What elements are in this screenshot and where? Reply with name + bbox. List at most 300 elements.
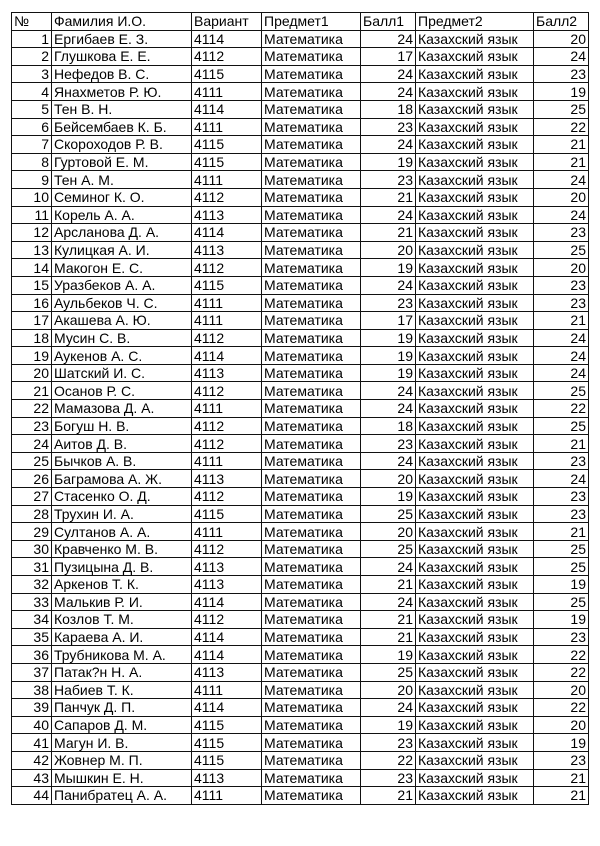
- header-number: №: [12, 13, 52, 31]
- student-name: Уразбеков А. А.: [52, 276, 192, 294]
- variant-cell: 4113: [192, 558, 262, 576]
- score2-cell: 20: [534, 681, 589, 699]
- variant-cell: 4114: [192, 628, 262, 646]
- student-name: Скороходов Р. В.: [52, 136, 192, 154]
- student-name: Набиев Т. К.: [52, 681, 192, 699]
- row-number: 36: [12, 646, 52, 664]
- table-row: [12, 576, 589, 594]
- variant-cell: 4112: [192, 488, 262, 506]
- subject1-cell: Математика: [262, 329, 361, 347]
- subject2-cell: Казахский язык: [416, 576, 534, 594]
- table-row: [12, 364, 589, 382]
- subject2-cell: Казахский язык: [416, 347, 534, 365]
- student-name: Семиног К. О.: [52, 188, 192, 206]
- row-number: 35: [12, 628, 52, 646]
- student-name: Янахметов Р. Ю.: [52, 83, 192, 101]
- table-row: [12, 65, 589, 83]
- row-number: 39: [12, 699, 52, 717]
- student-name: Аркенов Т. К.: [52, 576, 192, 594]
- row-number: 22: [12, 400, 52, 418]
- row-number: 23: [12, 417, 52, 435]
- subject1-cell: Математика: [262, 488, 361, 506]
- score2-cell: 25: [534, 241, 589, 259]
- table-row: [12, 505, 589, 523]
- subject1-cell: Математика: [262, 751, 361, 769]
- score2-cell: 24: [534, 347, 589, 365]
- subject1-cell: Математика: [262, 400, 361, 418]
- score2-cell: 22: [534, 663, 589, 681]
- score1-cell: 23: [361, 171, 416, 189]
- subject2-cell: Казахский язык: [416, 435, 534, 453]
- score1-cell: 24: [361, 30, 416, 48]
- score1-cell: 23: [361, 435, 416, 453]
- student-name: Мышкин Е. Н.: [52, 769, 192, 787]
- variant-cell: 4111: [192, 83, 262, 101]
- table-row: [12, 751, 589, 769]
- student-name: Пузицына Д. В.: [52, 558, 192, 576]
- subject2-cell: Казахский язык: [416, 329, 534, 347]
- subject1-cell: Математика: [262, 347, 361, 365]
- score1-cell: 18: [361, 417, 416, 435]
- variant-cell: 4115: [192, 153, 262, 171]
- score2-cell: 23: [534, 505, 589, 523]
- table-row: [12, 699, 589, 717]
- score1-cell: 21: [361, 224, 416, 242]
- subject1-cell: Математика: [262, 241, 361, 259]
- score1-cell: 23: [361, 118, 416, 136]
- score2-cell: 25: [534, 540, 589, 558]
- score1-cell: 24: [361, 83, 416, 101]
- score2-cell: 25: [534, 558, 589, 576]
- table-body: [12, 30, 589, 804]
- subject2-cell: Казахский язык: [416, 505, 534, 523]
- row-number: 17: [12, 312, 52, 330]
- student-name: Малькив Р. И.: [52, 593, 192, 611]
- score2-cell: 24: [534, 470, 589, 488]
- table-row: [12, 417, 589, 435]
- student-name: Сапаров Д. М.: [52, 716, 192, 734]
- score2-cell: 25: [534, 593, 589, 611]
- score1-cell: 17: [361, 312, 416, 330]
- row-number: 42: [12, 751, 52, 769]
- subject1-cell: Математика: [262, 470, 361, 488]
- variant-cell: 4114: [192, 224, 262, 242]
- subject2-cell: Казахский язык: [416, 611, 534, 629]
- student-name: Аульбеков Ч. С.: [52, 294, 192, 312]
- student-name: Арсланова Д. А.: [52, 224, 192, 242]
- score1-cell: 18: [361, 100, 416, 118]
- score1-cell: 24: [361, 206, 416, 224]
- subject1-cell: Математика: [262, 276, 361, 294]
- table-row: [12, 241, 589, 259]
- subject2-cell: Казахский язык: [416, 364, 534, 382]
- subject1-cell: Математика: [262, 699, 361, 717]
- variant-cell: 4111: [192, 294, 262, 312]
- subject2-cell: Казахский язык: [416, 30, 534, 48]
- table-row: [12, 329, 589, 347]
- subject1-cell: Математика: [262, 100, 361, 118]
- variant-cell: 4114: [192, 593, 262, 611]
- table-row: [12, 716, 589, 734]
- student-name: Козлов Т. М.: [52, 611, 192, 629]
- row-number: 26: [12, 470, 52, 488]
- row-number: 25: [12, 452, 52, 470]
- subject2-cell: Казахский язык: [416, 628, 534, 646]
- score2-cell: 23: [534, 628, 589, 646]
- row-number: 43: [12, 769, 52, 787]
- row-number: 14: [12, 259, 52, 277]
- score2-cell: 21: [534, 769, 589, 787]
- subject2-cell: Казахский язык: [416, 294, 534, 312]
- score2-cell: 22: [534, 400, 589, 418]
- subject1-cell: Математика: [262, 30, 361, 48]
- score1-cell: 19: [361, 716, 416, 734]
- header-score2: Балл2: [534, 13, 589, 31]
- table-row: [12, 312, 589, 330]
- variant-cell: 4111: [192, 400, 262, 418]
- student-name: Трухин И. А.: [52, 505, 192, 523]
- score1-cell: 24: [361, 400, 416, 418]
- subject2-cell: Казахский язык: [416, 646, 534, 664]
- variant-cell: 4115: [192, 65, 262, 83]
- subject2-cell: Казахский язык: [416, 241, 534, 259]
- score2-cell: 24: [534, 48, 589, 66]
- student-name: Шатский И. С.: [52, 364, 192, 382]
- subject1-cell: Математика: [262, 118, 361, 136]
- score1-cell: 17: [361, 48, 416, 66]
- row-number: 7: [12, 136, 52, 154]
- score2-cell: 21: [534, 136, 589, 154]
- variant-cell: 4115: [192, 136, 262, 154]
- table-row: [12, 83, 589, 101]
- table-row: [12, 540, 589, 558]
- student-name: Мамазова Д. А.: [52, 400, 192, 418]
- score2-cell: 21: [534, 153, 589, 171]
- subject1-cell: Математика: [262, 681, 361, 699]
- score1-cell: 25: [361, 540, 416, 558]
- score2-cell: 20: [534, 716, 589, 734]
- row-number: 13: [12, 241, 52, 259]
- score2-cell: 20: [534, 188, 589, 206]
- student-name: Ергибаев Е. З.: [52, 30, 192, 48]
- score2-cell: 25: [534, 382, 589, 400]
- table-row: [12, 470, 589, 488]
- table-row: [12, 48, 589, 66]
- table-row: [12, 100, 589, 118]
- score1-cell: 21: [361, 787, 416, 805]
- table-row: [12, 611, 589, 629]
- subject2-cell: Казахский язык: [416, 558, 534, 576]
- subject2-cell: Казахский язык: [416, 523, 534, 541]
- student-name: Бейсембаев К. Б.: [52, 118, 192, 136]
- score1-cell: 21: [361, 188, 416, 206]
- score1-cell: 19: [361, 347, 416, 365]
- table-row: [12, 30, 589, 48]
- table-row: [12, 593, 589, 611]
- score1-cell: 25: [361, 505, 416, 523]
- subject2-cell: Казахский язык: [416, 769, 534, 787]
- subject2-cell: Казахский язык: [416, 188, 534, 206]
- student-name: Осанов Р. С.: [52, 382, 192, 400]
- student-name: Акашева А. Ю.: [52, 312, 192, 330]
- subject1-cell: Математика: [262, 452, 361, 470]
- student-name: Жовнер М. П.: [52, 751, 192, 769]
- row-number: 15: [12, 276, 52, 294]
- score2-cell: 23: [534, 276, 589, 294]
- subject2-cell: Казахский язык: [416, 312, 534, 330]
- score1-cell: 24: [361, 558, 416, 576]
- subject1-cell: Математика: [262, 206, 361, 224]
- subject2-cell: Казахский язык: [416, 83, 534, 101]
- row-number: 41: [12, 734, 52, 752]
- score2-cell: 23: [534, 452, 589, 470]
- score1-cell: 23: [361, 734, 416, 752]
- row-number: 33: [12, 593, 52, 611]
- student-name: Караева А. И.: [52, 628, 192, 646]
- score2-cell: 20: [534, 259, 589, 277]
- subject1-cell: Математика: [262, 364, 361, 382]
- subject2-cell: Казахский язык: [416, 65, 534, 83]
- score1-cell: 19: [361, 259, 416, 277]
- subject1-cell: Математика: [262, 136, 361, 154]
- variant-cell: 4114: [192, 30, 262, 48]
- header-variant: Вариант: [192, 13, 262, 31]
- table-row: [12, 400, 589, 418]
- student-name: Султанов А. А.: [52, 523, 192, 541]
- student-name: Патак?н Н. А.: [52, 663, 192, 681]
- score2-cell: 24: [534, 206, 589, 224]
- student-name: Нефедов В. С.: [52, 65, 192, 83]
- score1-cell: 20: [361, 523, 416, 541]
- variant-cell: 4112: [192, 188, 262, 206]
- subject2-cell: Казахский язык: [416, 751, 534, 769]
- score1-cell: 19: [361, 153, 416, 171]
- row-number: 12: [12, 224, 52, 242]
- table-row: [12, 681, 589, 699]
- score1-cell: 24: [361, 136, 416, 154]
- row-number: 32: [12, 576, 52, 594]
- table-row: [12, 347, 589, 365]
- row-number: 31: [12, 558, 52, 576]
- score2-cell: 19: [534, 83, 589, 101]
- score2-cell: 23: [534, 751, 589, 769]
- subject2-cell: Казахский язык: [416, 224, 534, 242]
- header-name: Фамилия И.О.: [52, 13, 192, 31]
- variant-cell: 4115: [192, 276, 262, 294]
- subject2-cell: Казахский язык: [416, 171, 534, 189]
- score1-cell: 21: [361, 628, 416, 646]
- variant-cell: 4112: [192, 417, 262, 435]
- score1-cell: 19: [361, 364, 416, 382]
- variant-cell: 4113: [192, 470, 262, 488]
- score2-cell: 21: [534, 435, 589, 453]
- student-name: Тен В. Н.: [52, 100, 192, 118]
- variant-cell: 4111: [192, 787, 262, 805]
- subject1-cell: Математика: [262, 224, 361, 242]
- variant-cell: 4115: [192, 734, 262, 752]
- subject2-cell: Казахский язык: [416, 787, 534, 805]
- row-number: 11: [12, 206, 52, 224]
- row-number: 21: [12, 382, 52, 400]
- score2-cell: 25: [534, 417, 589, 435]
- variant-cell: 4112: [192, 382, 262, 400]
- subject1-cell: Математика: [262, 259, 361, 277]
- score2-cell: 24: [534, 329, 589, 347]
- subject2-cell: Казахский язык: [416, 593, 534, 611]
- row-number: 1: [12, 30, 52, 48]
- row-number: 28: [12, 505, 52, 523]
- score2-cell: 23: [534, 224, 589, 242]
- subject2-cell: Казахский язык: [416, 153, 534, 171]
- table-row: [12, 206, 589, 224]
- score1-cell: 24: [361, 65, 416, 83]
- subject2-cell: Казахский язык: [416, 118, 534, 136]
- variant-cell: 4114: [192, 699, 262, 717]
- subject1-cell: Математика: [262, 171, 361, 189]
- score1-cell: 23: [361, 294, 416, 312]
- row-number: 4: [12, 83, 52, 101]
- subject2-cell: Казахский язык: [416, 100, 534, 118]
- subject1-cell: Математика: [262, 716, 361, 734]
- student-name: Аукенов А. С.: [52, 347, 192, 365]
- table-row: [12, 663, 589, 681]
- subject2-cell: Казахский язык: [416, 716, 534, 734]
- row-number: 9: [12, 171, 52, 189]
- subject1-cell: Математика: [262, 294, 361, 312]
- score1-cell: 24: [361, 699, 416, 717]
- table-row: [12, 769, 589, 787]
- score2-cell: 24: [534, 364, 589, 382]
- table-row: [12, 488, 589, 506]
- score1-cell: 20: [361, 241, 416, 259]
- score1-cell: 20: [361, 470, 416, 488]
- student-name: Мусин С. В.: [52, 329, 192, 347]
- student-name: Стасенко О. Д.: [52, 488, 192, 506]
- variant-cell: 4114: [192, 347, 262, 365]
- student-name: Бычков А. В.: [52, 452, 192, 470]
- variant-cell: 4113: [192, 576, 262, 594]
- score2-cell: 21: [534, 787, 589, 805]
- table-row: [12, 259, 589, 277]
- subject1-cell: Математика: [262, 611, 361, 629]
- row-number: 27: [12, 488, 52, 506]
- table-row: [12, 646, 589, 664]
- score1-cell: 19: [361, 646, 416, 664]
- score1-cell: 20: [361, 681, 416, 699]
- subject1-cell: Математика: [262, 593, 361, 611]
- subject2-cell: Казахский язык: [416, 681, 534, 699]
- variant-cell: 4112: [192, 611, 262, 629]
- subject1-cell: Математика: [262, 48, 361, 66]
- score1-cell: 24: [361, 382, 416, 400]
- subject1-cell: Математика: [262, 558, 361, 576]
- variant-cell: 4111: [192, 312, 262, 330]
- variant-cell: 4115: [192, 716, 262, 734]
- subject1-cell: Математика: [262, 540, 361, 558]
- subject2-cell: Казахский язык: [416, 734, 534, 752]
- score1-cell: 24: [361, 452, 416, 470]
- variant-cell: 4112: [192, 435, 262, 453]
- table-row: [12, 382, 589, 400]
- table-row: [12, 188, 589, 206]
- variant-cell: 4113: [192, 663, 262, 681]
- subject1-cell: Математика: [262, 505, 361, 523]
- subject1-cell: Математика: [262, 663, 361, 681]
- subject1-cell: Математика: [262, 769, 361, 787]
- subject1-cell: Математика: [262, 312, 361, 330]
- score2-cell: 19: [534, 576, 589, 594]
- row-number: 16: [12, 294, 52, 312]
- score1-cell: 19: [361, 488, 416, 506]
- student-name: Богуш Н. В.: [52, 417, 192, 435]
- student-name: Корель А. А.: [52, 206, 192, 224]
- variant-cell: 4113: [192, 364, 262, 382]
- variant-cell: 4112: [192, 48, 262, 66]
- row-number: 38: [12, 681, 52, 699]
- student-name: Баграмова А. Ж.: [52, 470, 192, 488]
- subject2-cell: Казахский язык: [416, 259, 534, 277]
- student-name: Магун И. В.: [52, 734, 192, 752]
- score2-cell: 24: [534, 171, 589, 189]
- score1-cell: 24: [361, 593, 416, 611]
- variant-cell: 4114: [192, 100, 262, 118]
- subject1-cell: Математика: [262, 576, 361, 594]
- row-number: 20: [12, 364, 52, 382]
- score1-cell: 19: [361, 329, 416, 347]
- student-name: Панчук Д. П.: [52, 699, 192, 717]
- row-number: 34: [12, 611, 52, 629]
- header-score1: Балл1: [361, 13, 416, 31]
- variant-cell: 4112: [192, 540, 262, 558]
- subject1-cell: Математика: [262, 382, 361, 400]
- table-row: [12, 224, 589, 242]
- subject1-cell: Математика: [262, 188, 361, 206]
- student-name: Гуртовой Е. М.: [52, 153, 192, 171]
- table-row: [12, 294, 589, 312]
- subject1-cell: Математика: [262, 153, 361, 171]
- score1-cell: 23: [361, 769, 416, 787]
- student-name: Панибратец А. А.: [52, 787, 192, 805]
- score2-cell: 22: [534, 646, 589, 664]
- table-row: [12, 153, 589, 171]
- row-number: 37: [12, 663, 52, 681]
- subject1-cell: Математика: [262, 65, 361, 83]
- subject1-cell: Математика: [262, 628, 361, 646]
- subject2-cell: Казахский язык: [416, 663, 534, 681]
- variant-cell: 4113: [192, 241, 262, 259]
- header-subject1: Предмет1: [262, 13, 361, 31]
- variant-cell: 4112: [192, 259, 262, 277]
- variant-cell: 4111: [192, 118, 262, 136]
- score2-cell: 25: [534, 100, 589, 118]
- row-number: 3: [12, 65, 52, 83]
- score1-cell: 24: [361, 276, 416, 294]
- score1-cell: 21: [361, 611, 416, 629]
- variant-cell: 4113: [192, 206, 262, 224]
- student-name: Кравченко М. В.: [52, 540, 192, 558]
- score2-cell: 22: [534, 118, 589, 136]
- table-row: [12, 136, 589, 154]
- table-row: [12, 171, 589, 189]
- variant-cell: 4112: [192, 329, 262, 347]
- subject1-cell: Математика: [262, 787, 361, 805]
- row-number: 29: [12, 523, 52, 541]
- variant-cell: 4115: [192, 505, 262, 523]
- table-row: [12, 452, 589, 470]
- row-number: 18: [12, 329, 52, 347]
- subject1-cell: Математика: [262, 523, 361, 541]
- score2-cell: 23: [534, 294, 589, 312]
